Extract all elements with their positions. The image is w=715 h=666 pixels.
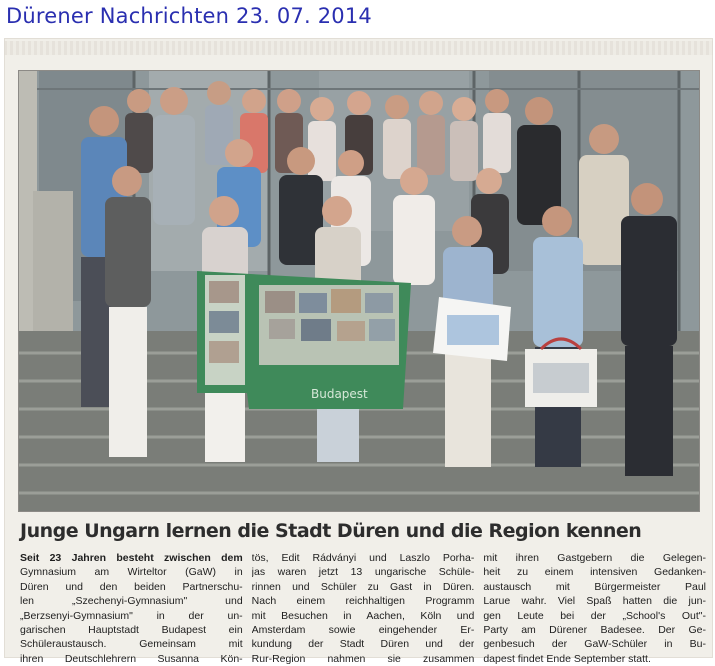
text-line: Gymnasium am Wirteltor (GaW) in xyxy=(20,566,243,579)
poster-label: Budapest xyxy=(311,387,368,401)
gift-bag xyxy=(525,339,597,407)
text-line: rinnen und Schüler zu Gast in Düren. xyxy=(251,580,475,593)
text-line: Düren und den beiden Partnerschu- xyxy=(20,580,243,593)
article-column-2 xyxy=(252,551,475,666)
text-line: „Berzsenyi-Gymnasium" in der un- xyxy=(20,609,243,622)
text-line: Amsterdam sowie eingehender Er- xyxy=(251,624,475,637)
text-line: garischen Hauptstadt Budapest ein xyxy=(20,624,243,637)
text-line: dapest findet Ende September statt. xyxy=(483,652,651,665)
text-line: genbesuch der GaW-Schüler in Bu- xyxy=(483,638,707,651)
text-line: ihren Deutschlehrern Susanna Kön- xyxy=(20,652,243,665)
text-line: len „Szechenyi-Gymnasium" und xyxy=(20,595,243,608)
text-line: Rur-Region nahmen sie zusammen xyxy=(251,652,475,665)
text-line: jas waren jetzt 13 ungarische Schüle- xyxy=(251,566,475,579)
group-photo xyxy=(18,70,700,512)
article-body xyxy=(20,551,706,666)
text-line: Larue wahr. Viel Spaß hatten die jun- xyxy=(483,595,707,608)
article-column-1 xyxy=(20,551,243,666)
text-line: gen Leute bei der „School's Out"- xyxy=(483,609,707,622)
text-line: Seit 23 Jahren besteht zwischen dem xyxy=(20,552,243,564)
drawing-sheet xyxy=(433,297,511,361)
text-line: mit ihren Gastgebern die Gelegen- xyxy=(483,552,707,564)
article-column-3 xyxy=(483,551,706,666)
text-line: tös, Edit Rádványi und Laszlo Porha- xyxy=(251,552,475,564)
text-line: Nach einem reichhaltigen Programm xyxy=(251,595,475,608)
newspaper-clipping xyxy=(4,38,713,665)
newspaper-source-label: Dürener Nachrichten 23. 07. 2014 xyxy=(6,4,372,28)
text-line: kundung der Stadt Düren und der xyxy=(251,638,475,651)
text-line: heit zu einem intensiven Gedanken- xyxy=(483,566,707,579)
bleed-through-text xyxy=(4,41,713,55)
text-line: Party am Dürener Badesee. Der Ge- xyxy=(483,624,707,637)
text-line: mit Besuchen in Aachen, Köln und xyxy=(251,609,475,622)
article-headline: Junge Ungarn lernen die Stadt Düren und die Region kennen xyxy=(20,520,642,542)
text-line: austausch mit Bürgermeister Paul xyxy=(483,580,707,593)
text-line: Schüleraustausch. Gemeinsam mit xyxy=(20,638,243,651)
budapest-poster xyxy=(197,271,411,409)
